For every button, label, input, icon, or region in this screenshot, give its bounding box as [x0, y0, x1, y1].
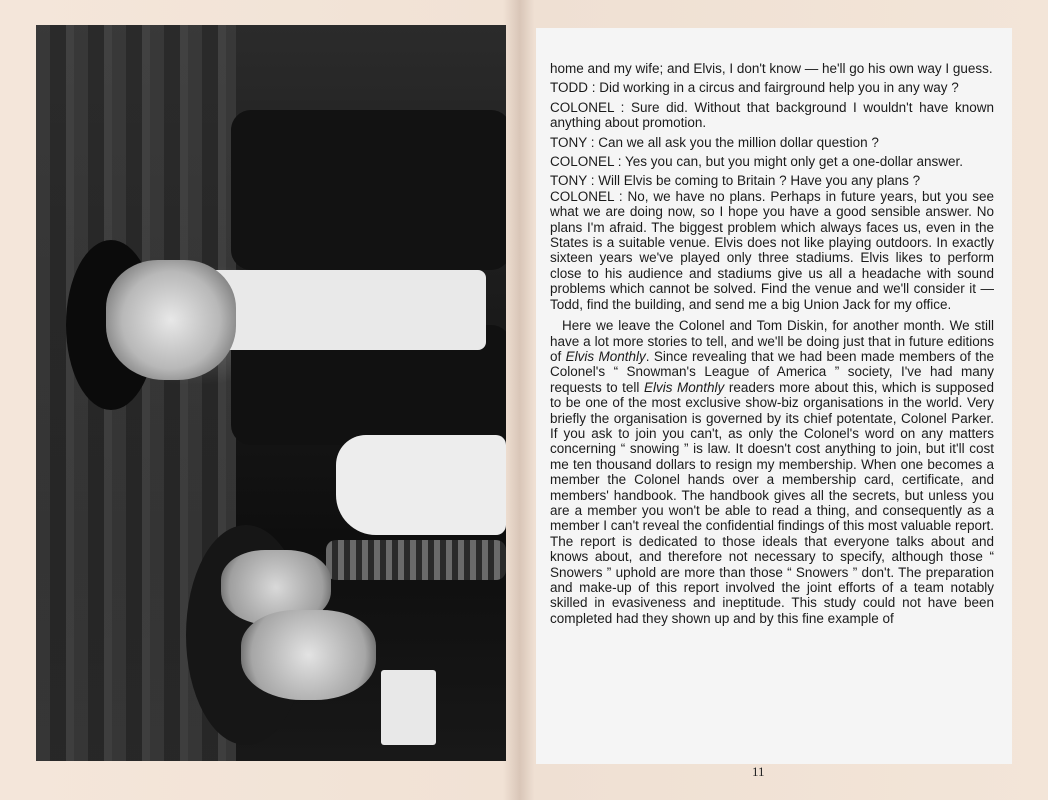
interview-line: COLONEL : Yes you can, but you might only get a one-dollar answer. [550, 154, 963, 170]
page-number: 11 [752, 764, 765, 779]
speaker: TODD : [550, 80, 596, 96]
interview-line: TODD : Did working in a circus and fairground help you in any way ? [550, 80, 959, 96]
photo-figure-face [106, 260, 236, 380]
closing-paragraph: Here we leave the Colonel and Tom Diskin, for another month. We still have a lot more stories to tell, and we'll be doing just that in future editions of Elvis Monthly. Since revealing that we had been made members of the Colonel's “ Snowman's League of America ” society, I've had many requests to tell Elvis Monthly readers more about this, which is supposed to be one of the most exclusive show-biz organisations in the world. Very briefly the organisation is governed by its chief potentate, Colonel Parker. If you ask to join you can't, as only the Colonel's word on any matters concerning “ snowing ” is law. It doesn't cost anything to join, but it'll cost me ten thousand dollars to resign my membership. When one becomes a member the Colonel hands over a membership card, certificate, and members' handbook. The handbook gives all the secrets, but unless you are a member you won't be able to read a thing, and consequently as a member I can't reveal the confidential findings of this most valuable report. The report is dedicated to those ideals that everyone talks about and knows about, and therefore not necessary to specify, although those “ Snowers ” uphold are more than those “ Snowers ” don't. The preparation and make-up of this report involved the joint efforts of a team notably skilled in evasiveness and ineptitude. This study could not have been completed had they shown up and by this fine example of [550, 318, 995, 626]
paragraph: home and my wife; and Elvis, I don't know — he'll go his own way I guess. [550, 61, 993, 76]
speaker: COLONEL : [550, 188, 623, 204]
speaker: TONY : [550, 173, 595, 189]
photo-scarf [326, 540, 506, 580]
interview-line: TONY : Can we all ask you the million dollar question ? [550, 134, 879, 150]
speaker: COLONEL : [550, 154, 622, 170]
photograph [36, 25, 506, 761]
publication-title: Elvis Monthly [643, 379, 725, 395]
text-page [536, 28, 1012, 764]
photo-name-badge [381, 670, 436, 745]
interview-line: COLONEL : No, we have no plans. Perhaps in future years, but you see what we are doing now, so I hope you have a good sensible answer. No plans I'm afraid. The biggest problem which always faces us, even in the States is a suitable venue. Elvis does not like playing outdoors. In exactly sixteen years we've played only three stadiums. Elvis likes to perform close to his audience and stadiums give us all a headache with sound problems which cannot be solved. Find the venue and we'll consider it — Todd, find the building, and send me a big Union Jack for my office. [550, 188, 994, 312]
publication-title: Elvis Monthly [565, 348, 646, 364]
interview-line: TONY : Will Elvis be coming to Britain ? Have you any plans ? [550, 173, 921, 189]
speaker: TONY : [550, 134, 595, 150]
article-text [550, 61, 994, 626]
photo-white-garment [336, 435, 506, 535]
speaker: COLONEL : [550, 99, 625, 115]
interview-line: COLONEL : Sure did. Without that background I wouldn't have known anything about promotion. [550, 99, 994, 131]
photo-figure-jacket [231, 110, 506, 270]
photo-third-face [241, 610, 376, 700]
